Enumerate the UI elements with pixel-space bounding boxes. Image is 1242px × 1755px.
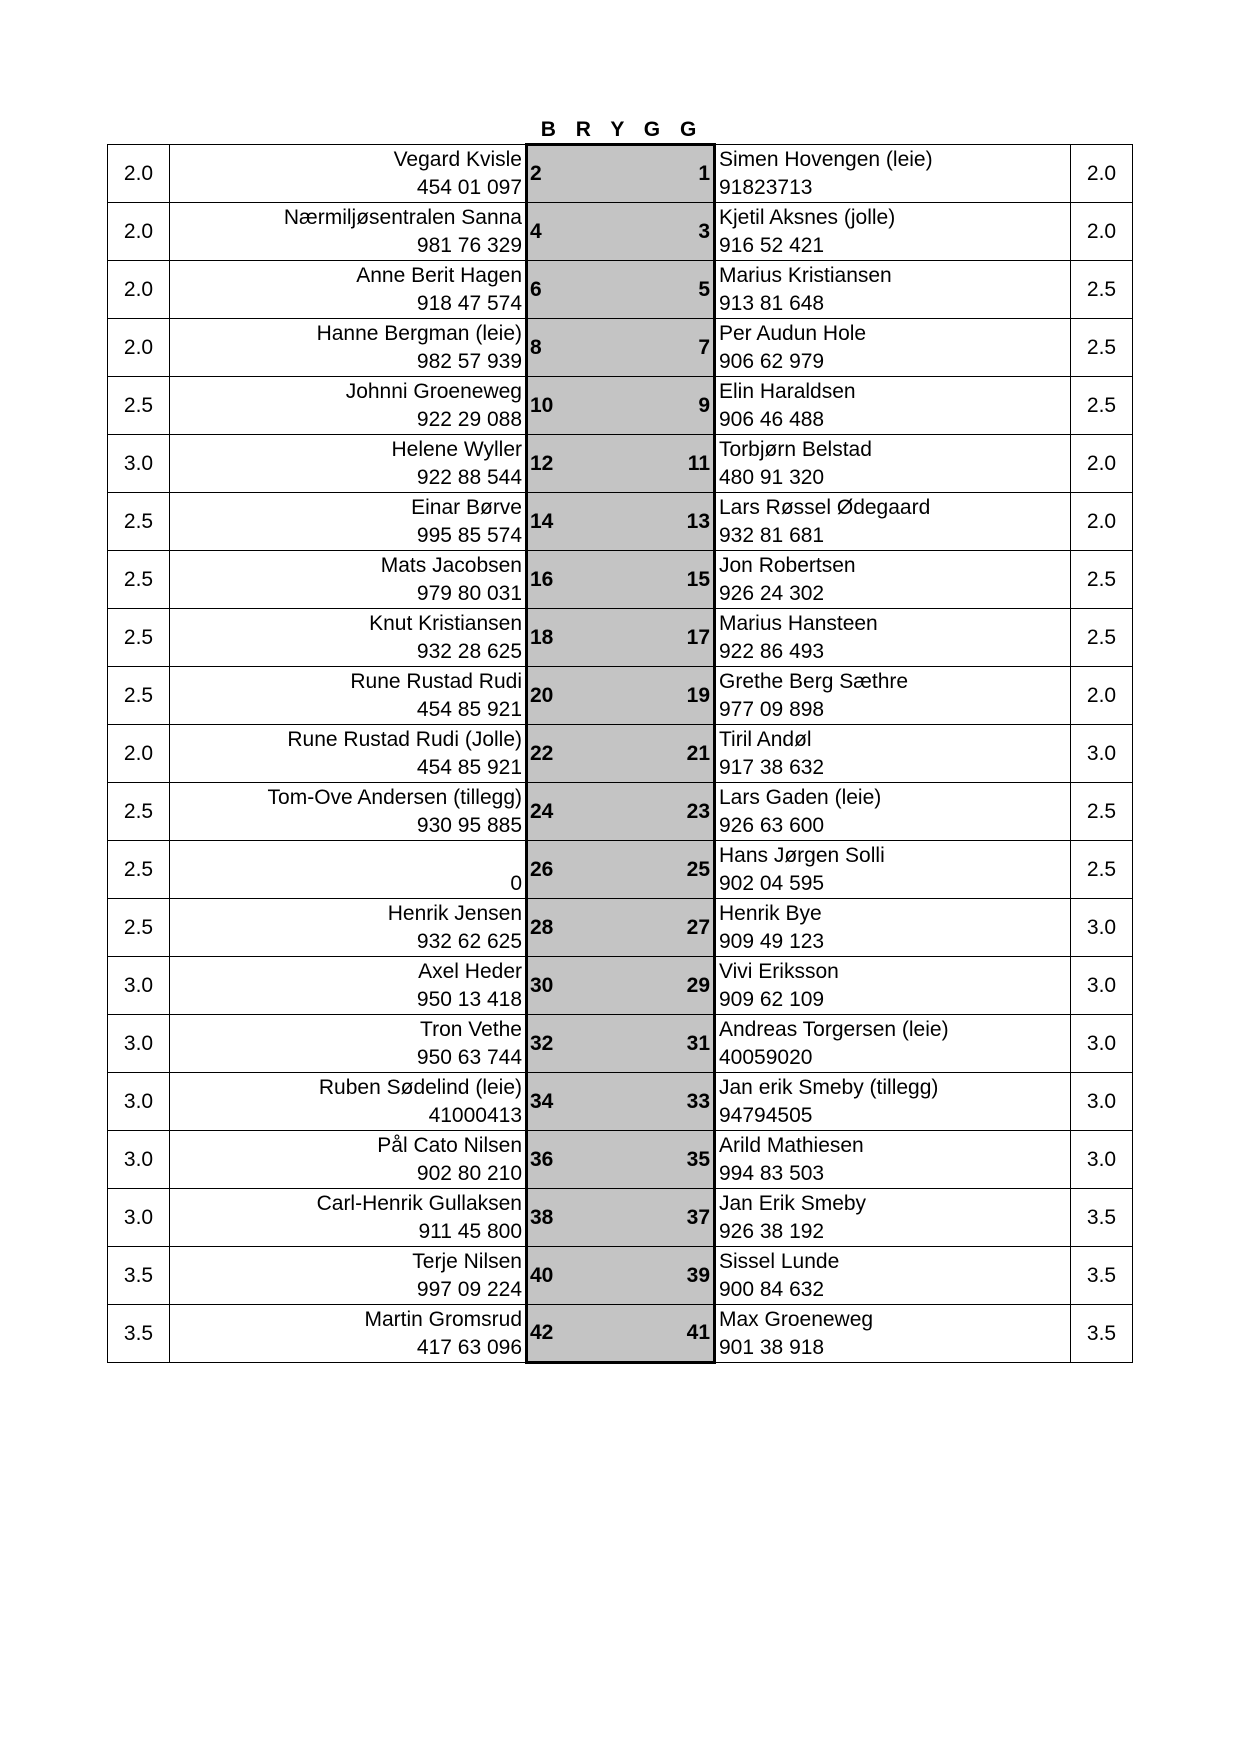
left-owner-name: Tron Vethe [420,1017,522,1041]
right-owner-cell [715,377,1071,435]
right-owner-cell [715,435,1071,493]
left-owner-name: Martin Gromsrud [364,1307,522,1331]
right-slip-number: 35 [686,1147,710,1171]
slip-numbers-cell [527,725,715,783]
right-owner-phone: 909 62 109 [719,987,825,1011]
right-owner-phone: 91823713 [719,175,813,199]
right-owner-cell [715,145,1071,203]
right-slip-number: 1 [698,162,710,185]
left-owner-phone: 454 85 921 [416,697,522,721]
left-owner-cell [170,145,527,203]
table-row [108,145,1133,203]
left-boat-size: 2.5 [108,377,170,435]
left-slip-number: 18 [530,625,554,649]
left-slip-number: 36 [530,1147,554,1171]
slip-numbers-cell [527,1305,715,1363]
left-slip-number: 16 [530,567,554,591]
right-boat-size: 2.5 [1071,377,1133,435]
slip-numbers-cell [527,783,715,841]
left-owner-name: Hanne Bergman (leie) [316,321,522,345]
right-owner-cell [715,899,1071,957]
left-slip-number: 8 [530,335,542,359]
right-owner-name: Kjetil Aksnes (jolle) [719,205,896,229]
left-owner-phone: 932 62 625 [416,929,522,953]
left-owner-phone: 922 29 088 [416,407,522,431]
right-boat-size: 3.5 [1071,1247,1133,1305]
right-boat-size: 2.5 [1071,551,1133,609]
left-owner-name: Henrik Jensen [387,901,522,925]
left-owner-cell [170,377,527,435]
right-owner-cell [715,319,1071,377]
right-owner-cell [715,609,1071,667]
right-boat-size: 2.5 [1071,319,1133,377]
right-owner-phone: 916 52 421 [719,233,825,257]
slip-numbers-cell [527,1073,715,1131]
left-owner-name: Rune Rustad Rudi [350,669,522,693]
left-owner-cell [170,435,527,493]
right-slip-number: 25 [686,857,710,881]
right-owner-cell [715,667,1071,725]
left-boat-size: 3.0 [108,957,170,1015]
right-owner-name: Vivi Eriksson [719,959,839,983]
left-owner-cell [170,319,527,377]
left-owner-cell [170,203,527,261]
right-boat-size: 2.0 [1071,145,1133,203]
table-row [108,493,1133,551]
table-row [108,1189,1133,1247]
left-owner-name: Terje Nilsen [412,1249,522,1273]
right-owner-cell [715,261,1071,319]
left-owner-name: Johnni Groeneweg [345,379,522,403]
right-boat-size: 2.5 [1071,261,1133,319]
right-owner-phone: 901 38 918 [719,1335,825,1359]
left-boat-size: 2.5 [108,609,170,667]
left-boat-size: 2.5 [108,551,170,609]
left-boat-size: 2.5 [108,899,170,957]
left-owner-cell [170,783,527,841]
left-owner-cell [170,899,527,957]
left-slip-number: 32 [530,1031,554,1055]
slip-numbers-cell [527,435,715,493]
table-row [108,783,1133,841]
left-owner-name [170,842,522,870]
table-row [108,377,1133,435]
left-slip-number: 14 [530,509,554,533]
right-owner-cell [715,203,1071,261]
right-owner-name: Andreas Torgersen (leie) [719,1017,949,1041]
right-owner-phone: 926 24 302 [719,581,825,605]
slip-numbers-cell [527,1131,715,1189]
left-owner-phone: 918 47 574 [416,291,522,315]
right-boat-size: 3.0 [1071,957,1133,1015]
right-slip-number: 7 [698,335,710,359]
right-boat-size: 3.0 [1071,725,1133,783]
slip-numbers-cell [527,203,715,261]
slip-numbers-cell [527,1247,715,1305]
left-boat-size: 3.5 [108,1247,170,1305]
left-boat-size: 2.0 [108,203,170,261]
slip-numbers-cell [527,609,715,667]
left-owner-name: Tom-Ove Andersen (tillegg) [267,785,522,809]
left-boat-size: 3.0 [108,435,170,493]
left-owner-phone: 0 [510,871,522,895]
left-owner-phone: 997 09 224 [416,1277,522,1301]
left-boat-size: 3.0 [108,1131,170,1189]
table-row [108,609,1133,667]
left-slip-number: 28 [530,915,554,939]
right-owner-cell [715,783,1071,841]
right-owner-name: Marius Kristiansen [719,263,892,287]
left-owner-cell [170,261,527,319]
left-owner-phone: 902 80 210 [416,1161,522,1185]
right-owner-phone: 906 46 488 [719,407,825,431]
right-boat-size: 2.0 [1071,493,1133,551]
right-slip-number: 21 [686,741,710,765]
page-title: B R Y G G [540,118,704,141]
left-owner-cell [170,609,527,667]
right-owner-name: Arild Mathiesen [719,1133,864,1157]
slip-numbers-cell [527,667,715,725]
left-owner-phone: 922 88 544 [416,465,522,489]
left-boat-size: 3.0 [108,1073,170,1131]
right-slip-number: 29 [686,973,710,997]
left-slip-number: 40 [530,1263,554,1287]
left-owner-name: Knut Kristiansen [369,611,522,635]
right-owner-name: Tiril Andøl [719,727,812,751]
left-slip-number: 26 [530,857,554,881]
left-owner-phone: 950 63 744 [416,1045,522,1069]
left-slip-number: 10 [530,393,554,417]
left-owner-name: Rune Rustad Rudi (Jolle) [287,727,522,751]
left-owner-name: Mats Jacobsen [380,553,522,577]
right-slip-number: 5 [698,277,710,301]
left-owner-cell [170,1247,527,1305]
left-boat-size: 2.0 [108,725,170,783]
left-owner-phone: 930 95 885 [416,813,522,837]
left-owner-phone: 981 76 329 [416,233,522,257]
right-owner-phone: 917 38 632 [719,755,825,779]
slip-numbers-cell [527,377,715,435]
left-owner-cell [170,1073,527,1131]
left-owner-cell [170,551,527,609]
left-slip-number: 4 [530,219,542,243]
right-owner-name: Henrik Bye [719,901,822,925]
right-owner-name: Lars Røssel Ødegaard [719,495,931,519]
right-owner-name: Per Audun Hole [719,321,867,345]
right-owner-phone: 40059020 [719,1045,813,1069]
left-slip-number: 24 [530,799,554,823]
right-owner-name: Simen Hovengen (leie) [719,147,933,171]
left-owner-phone: 454 85 921 [416,755,522,779]
right-owner-phone: 480 91 320 [719,465,825,489]
right-boat-size: 3.5 [1071,1305,1133,1363]
left-slip-number: 42 [530,1321,554,1344]
right-owner-phone: 900 84 632 [719,1277,825,1301]
left-owner-name: Pål Cato Nilsen [377,1133,522,1157]
table-row [108,551,1133,609]
slip-numbers-cell [527,957,715,1015]
right-boat-size: 2.5 [1071,783,1133,841]
right-slip-number: 9 [698,393,710,417]
left-owner-phone: 454 01 097 [416,175,522,199]
left-owner-cell [170,841,527,899]
table-row [108,1305,1133,1363]
right-owner-cell [715,1073,1071,1131]
left-owner-phone: 911 45 800 [418,1219,522,1243]
right-owner-phone: 922 86 493 [719,639,825,663]
left-slip-number: 38 [530,1205,554,1229]
left-owner-name: Carl-Henrik Gullaksen [316,1191,522,1215]
left-boat-size: 3.0 [108,1189,170,1247]
left-owner-cell [170,493,527,551]
right-boat-size: 3.5 [1071,1189,1133,1247]
right-boat-size: 2.0 [1071,203,1133,261]
left-owner-phone: 417 63 096 [416,1335,522,1359]
right-owner-name: Jan erik Smeby (tillegg) [719,1075,939,1099]
left-boat-size: 2.0 [108,261,170,319]
table-row [108,203,1133,261]
right-owner-phone: 994 83 503 [719,1161,825,1185]
right-owner-phone: 926 38 192 [719,1219,825,1243]
right-slip-number: 17 [686,625,710,649]
right-slip-number: 27 [686,915,710,939]
left-owner-phone: 995 85 574 [416,523,522,547]
right-owner-name: Grethe Berg Sæthre [719,669,909,693]
right-slip-number: 31 [686,1031,710,1055]
left-boat-size: 2.0 [108,319,170,377]
slip-numbers-cell [527,493,715,551]
right-slip-number: 19 [686,683,710,707]
right-owner-cell [715,725,1071,783]
slip-numbers-cell [527,319,715,377]
right-owner-phone: 932 81 681 [719,523,825,547]
left-owner-name: Nærmiljøsentralen Sanna [283,205,522,229]
right-owner-name: Jan Erik Smeby [719,1191,867,1215]
left-boat-size: 3.5 [108,1305,170,1363]
right-owner-phone: 977 09 898 [719,697,825,721]
right-slip-number: 3 [698,219,710,243]
left-boat-size: 2.5 [108,493,170,551]
table-row [108,1015,1133,1073]
left-slip-number: 12 [530,451,554,475]
right-owner-cell [715,1015,1071,1073]
left-owner-cell [170,725,527,783]
right-owner-phone: 926 63 600 [719,813,825,837]
table-row [108,319,1133,377]
right-boat-size: 2.0 [1071,667,1133,725]
table-row [108,1131,1133,1189]
table-row [108,725,1133,783]
slip-numbers-cell [527,1015,715,1073]
table-row [108,1247,1133,1305]
left-boat-size: 2.5 [108,667,170,725]
left-owner-cell [170,957,527,1015]
right-slip-number: 33 [686,1089,710,1113]
table-row [108,261,1133,319]
dock-table-body [108,145,1133,1363]
left-owner-phone: 932 28 625 [416,639,522,663]
right-owner-cell [715,957,1071,1015]
right-boat-size: 3.0 [1071,899,1133,957]
left-boat-size: 2.0 [108,145,170,203]
left-boat-size: 2.5 [108,841,170,899]
right-owner-phone: 913 81 648 [719,291,825,315]
right-owner-cell [715,551,1071,609]
right-boat-size: 3.0 [1071,1015,1133,1073]
left-owner-cell [170,1189,527,1247]
left-owner-cell [170,667,527,725]
left-owner-name: Anne Berit Hagen [356,263,522,287]
table-row [108,667,1133,725]
right-owner-name: Hans Jørgen Solli [719,843,885,867]
right-owner-phone: 902 04 595 [719,871,825,895]
left-slip-number: 20 [530,683,554,707]
right-owner-name: Elin Haraldsen [719,379,856,403]
slip-numbers-cell [527,1189,715,1247]
right-owner-cell [715,1247,1071,1305]
slip-numbers-cell [527,261,715,319]
left-slip-number: 30 [530,973,554,997]
left-owner-cell [170,1131,527,1189]
right-owner-name: Max Groeneweg [719,1307,874,1331]
slip-numbers-cell [527,551,715,609]
right-boat-size: 3.0 [1071,1131,1133,1189]
right-slip-number: 15 [686,567,710,591]
right-boat-size: 2.5 [1071,609,1133,667]
left-owner-phone: 979 80 031 [416,581,522,605]
right-slip-number: 37 [686,1205,710,1229]
left-slip-number: 34 [530,1089,554,1113]
left-owner-name: Ruben Sødelind (leie) [318,1075,522,1099]
left-owner-name: Helene Wyller [391,437,522,461]
left-slip-number: 6 [530,277,542,301]
left-slip-number: 2 [530,162,542,185]
right-owner-cell [715,1305,1071,1363]
slip-numbers-cell [527,899,715,957]
right-slip-number: 13 [686,509,710,533]
right-owner-cell [715,1189,1071,1247]
left-owner-cell [170,1305,527,1363]
table-row [108,841,1133,899]
right-owner-cell [715,1131,1071,1189]
right-slip-number: 11 [687,451,710,475]
right-owner-phone: 906 62 979 [719,349,825,373]
right-owner-name: Jon Robertsen [719,553,856,577]
dock-table [107,143,1133,1364]
left-boat-size: 2.5 [108,783,170,841]
left-owner-phone: 950 13 418 [416,987,522,1011]
left-owner-cell [170,1015,527,1073]
right-owner-name: Lars Gaden (leie) [719,785,882,809]
left-boat-size: 3.0 [108,1015,170,1073]
left-slip-number: 22 [530,741,554,765]
right-owner-phone: 909 49 123 [719,929,825,953]
left-owner-name: Vegard Kvisle [393,147,522,171]
right-slip-number: 39 [686,1263,710,1287]
left-owner-phone: 41000413 [428,1103,522,1127]
right-slip-number: 23 [686,799,710,823]
left-owner-name: Einar Børve [411,495,522,519]
left-owner-phone: 982 57 939 [416,349,522,373]
left-owner-name: Axel Heder [418,959,522,983]
table-row [108,1073,1133,1131]
right-boat-size: 3.0 [1071,1073,1133,1131]
table-row [108,435,1133,493]
table-row [108,957,1133,1015]
right-boat-size: 2.0 [1071,435,1133,493]
right-owner-phone: 94794505 [719,1103,813,1127]
right-owner-name: Sissel Lunde [719,1249,840,1273]
right-owner-name: Torbjørn Belstad [719,437,872,461]
table-row [108,899,1133,957]
right-owner-name: Marius Hansteen [719,611,878,635]
slip-numbers-cell [527,145,715,203]
right-slip-number: 41 [686,1321,710,1344]
right-owner-cell [715,493,1071,551]
right-boat-size: 2.5 [1071,841,1133,899]
right-owner-cell [715,841,1071,899]
slip-numbers-cell [527,841,715,899]
